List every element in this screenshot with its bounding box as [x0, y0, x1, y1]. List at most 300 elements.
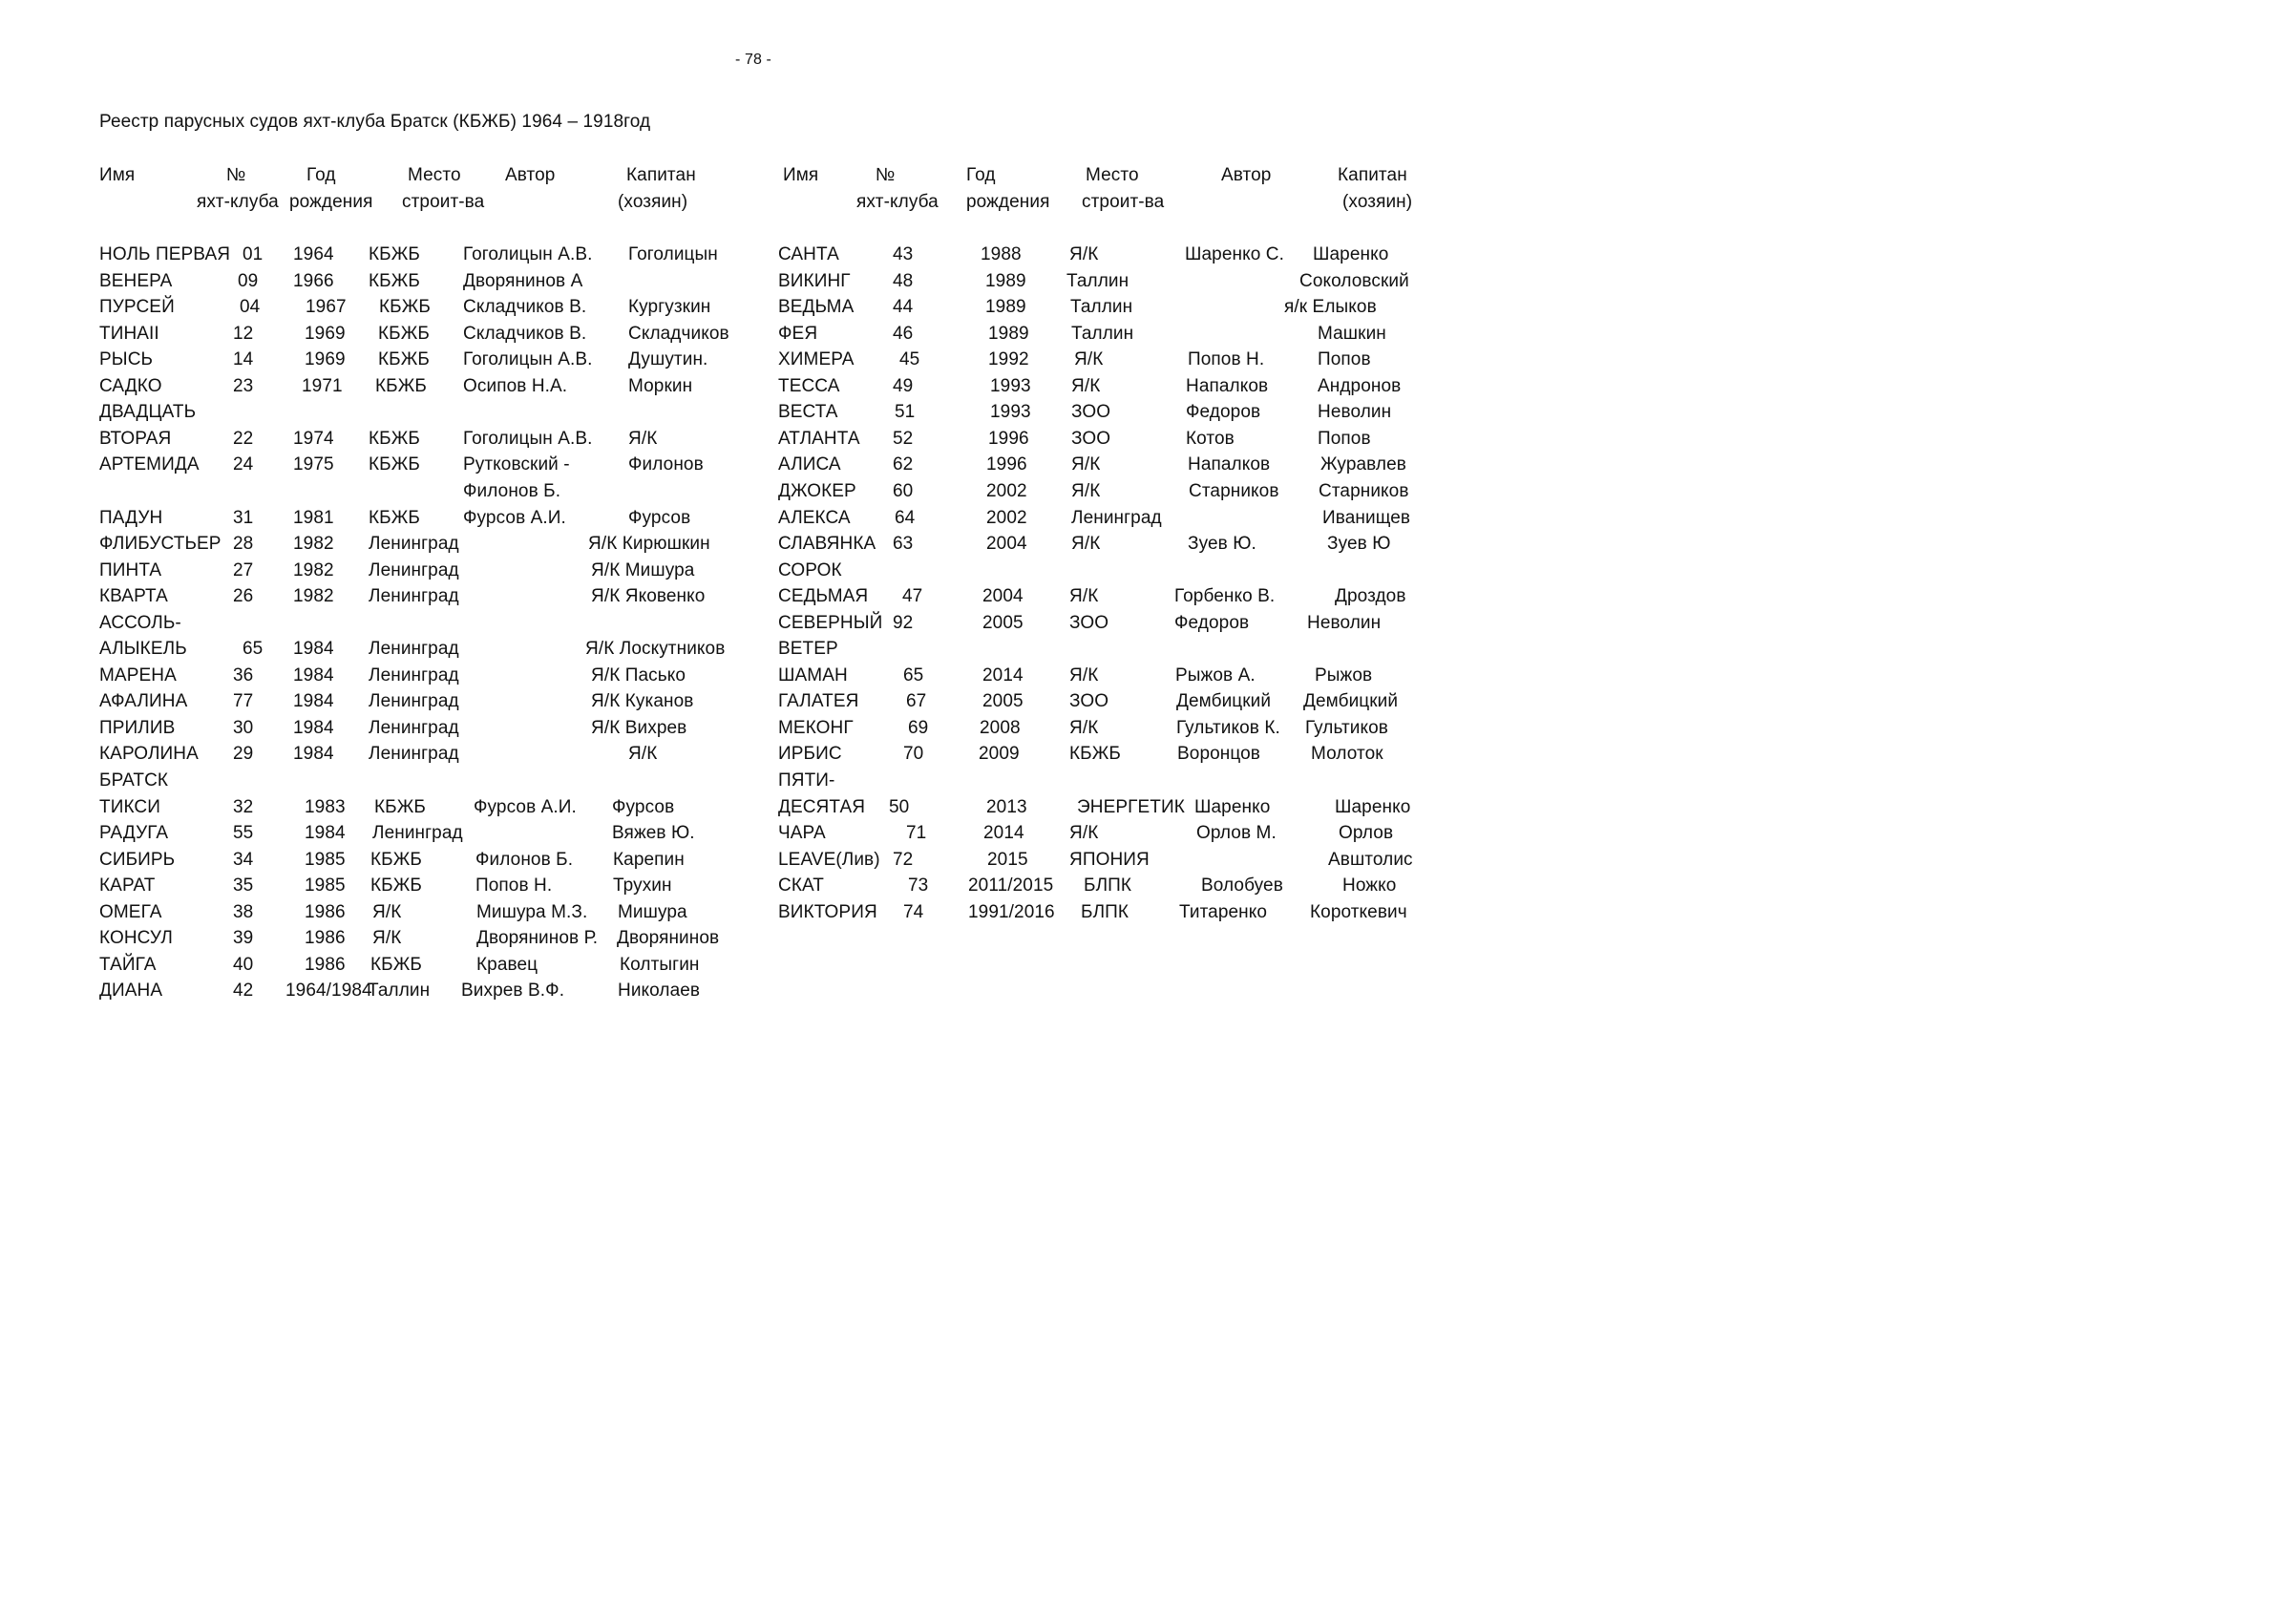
cell-year: 1996 [986, 454, 1027, 475]
cell-name: КОНСУЛ [99, 928, 173, 948]
cell-year: 1993 [990, 402, 1031, 422]
cell-name: ПИНТА [99, 560, 162, 580]
cell-num: 09 [238, 271, 259, 291]
cell-name: ДВАДЦАТЬ [99, 402, 197, 422]
header-number-sub: яхт-клуба [856, 192, 939, 212]
cell-name: ВТОРАЯ [99, 429, 172, 449]
cell-captain: Я/К Пасько [591, 665, 686, 685]
cell-place: КБЖБ [378, 324, 430, 344]
cell-num: 67 [906, 691, 927, 711]
cell-name: СОРОК [778, 560, 842, 580]
cell-place: КБЖБ [374, 797, 426, 817]
cell-num: 26 [233, 586, 254, 606]
cell-name: КВАРТА [99, 586, 168, 606]
cell-place: Я/К [1074, 349, 1104, 369]
cell-year: 1991/2016 [968, 902, 1055, 922]
cell-author: Напалков [1186, 376, 1269, 396]
header-captain: Капитан [1338, 165, 1407, 185]
cell-name: ФЕЯ [778, 324, 818, 344]
cell-year: 2004 [982, 586, 1024, 606]
cell-place: Таллин [368, 981, 431, 1001]
cell-name: ТЕССА [778, 376, 840, 396]
header-number: № [226, 165, 246, 185]
cell-place: КБЖБ [370, 955, 422, 975]
cell-year: 1985 [305, 875, 346, 896]
cell-captain: Неволин [1307, 613, 1382, 633]
cell-num: 52 [893, 429, 914, 449]
cell-place: Я/К [1071, 481, 1101, 501]
cell-captain: Дроздов [1335, 586, 1406, 606]
cell-place: БЛПК [1081, 902, 1129, 922]
cell-year: 1993 [990, 376, 1031, 396]
cell-place: КБЖБ [378, 349, 430, 369]
cell-captain: Я/К [628, 429, 658, 449]
cell-place: Я/К [1069, 823, 1099, 843]
cell-num: 51 [895, 402, 916, 422]
cell-num: 50 [889, 797, 910, 817]
cell-name: РЫСЬ [99, 349, 154, 369]
cell-num: 35 [233, 875, 254, 896]
cell-author: Котов [1186, 429, 1235, 449]
cell-author: Рыжов А. [1175, 665, 1256, 685]
cell-author: Попов Н. [475, 875, 553, 896]
header-captain: Капитан [626, 165, 696, 185]
cell-name: СЕВЕРНЫЙ [778, 613, 883, 633]
cell-place: Я/К [1069, 718, 1099, 738]
cell-place: ЯПОНИЯ [1069, 850, 1150, 870]
cell-place: Ленинград [369, 665, 459, 685]
cell-place: Ленинград [1071, 508, 1162, 528]
cell-place: Таллин [1071, 324, 1134, 344]
header-name: Имя [99, 165, 136, 185]
cell-author: Шаренко С. [1185, 244, 1284, 264]
cell-year: 1974 [293, 429, 334, 449]
cell-author: Гоголицын А.В. [463, 429, 593, 449]
cell-num: 73 [908, 875, 929, 896]
cell-num: 22 [233, 429, 254, 449]
cell-captain: Соколовский [1299, 271, 1409, 291]
cell-num: 28 [233, 534, 254, 554]
cell-captain: Орлов [1339, 823, 1394, 843]
cell-name: ВИКТОРИЯ [778, 902, 877, 922]
cell-name: ЧАРА [778, 823, 826, 843]
cell-captain: Я/К Мишура [591, 560, 695, 580]
cell-place: Таллин [1066, 271, 1129, 291]
cell-author: Осипов Н.А. [463, 376, 568, 396]
cell-name: ДИАНА [99, 981, 163, 1001]
cell-captain: Николаев [618, 981, 701, 1001]
cell-year: 1996 [988, 429, 1029, 449]
cell-year: 1984 [305, 823, 346, 843]
cell-author: Кравец [476, 955, 538, 975]
cell-year: 2005 [982, 691, 1024, 711]
cell-captain: Гультиков [1305, 718, 1389, 738]
cell-captain: Карепин [613, 850, 685, 870]
cell-year: 1985 [305, 850, 346, 870]
cell-captain: Шаренко [1335, 797, 1411, 817]
cell-num: 55 [233, 823, 254, 843]
document-page [0, 0, 1485, 1050]
cell-name: ИРБИС [778, 744, 842, 764]
cell-year: 1986 [305, 928, 346, 948]
cell-place: Таллин [1070, 297, 1133, 317]
cell-year: 1992 [988, 349, 1029, 369]
cell-year: 1969 [305, 349, 346, 369]
cell-name: ОМЕГА [99, 902, 162, 922]
cell-name: ПУРСЕЙ [99, 297, 175, 317]
cell-year: 1982 [293, 586, 334, 606]
cell-name: НОЛЬ ПЕРВАЯ [99, 244, 231, 264]
cell-num: 74 [903, 902, 924, 922]
cell-name: ПРИЛИВ [99, 718, 176, 738]
cell-place: Ленинград [369, 534, 459, 554]
cell-author: Зуев Ю. [1188, 534, 1256, 554]
cell-year: 1982 [293, 560, 334, 580]
cell-year: 2004 [986, 534, 1027, 554]
cell-author: Дворянинов Р. [476, 928, 599, 948]
cell-name: ФЛИБУСТЬЕР [99, 534, 222, 554]
cell-name: ХИМЕРА [778, 349, 855, 369]
cell-place: Ленинград [369, 560, 459, 580]
cell-year: 1971 [302, 376, 343, 396]
cell-num: 32 [233, 797, 254, 817]
cell-num: 04 [240, 297, 261, 317]
cell-name: АФАЛИНА [99, 691, 188, 711]
cell-num: 45 [899, 349, 920, 369]
cell-year: 2002 [986, 508, 1027, 528]
cell-year: 2014 [982, 665, 1024, 685]
cell-year: 1986 [305, 955, 346, 975]
cell-name: АЛЫКЕЛЬ [99, 639, 187, 659]
cell-year: 1988 [981, 244, 1022, 264]
cell-year: 2015 [987, 850, 1028, 870]
cell-year: 1984 [293, 691, 334, 711]
cell-author: Воронцов [1177, 744, 1260, 764]
header-year: Год [966, 165, 996, 185]
cell-place: ЗОО [1069, 613, 1109, 633]
page-number: - 78 - [735, 52, 771, 68]
cell-name: ВЕДЬМА [778, 297, 855, 317]
cell-year: 1984 [293, 744, 334, 764]
cell-num: 49 [893, 376, 914, 396]
cell-year: 2014 [983, 823, 1024, 843]
cell-place: Ленинград [369, 586, 459, 606]
cell-name: САДКО [99, 376, 162, 396]
cell-place: Я/К [1069, 244, 1099, 264]
cell-name: СИБИРЬ [99, 850, 176, 870]
cell-place: Я/К [1071, 454, 1101, 475]
cell-captain: Дворянинов [617, 928, 720, 948]
cell-author: Дембицкий [1176, 691, 1272, 711]
cell-captain: Моркин [628, 376, 693, 396]
cell-name: ДЕСЯТАЯ [778, 797, 866, 817]
cell-author: Фурсов А.И. [463, 508, 566, 528]
cell-place: Ленинград [369, 691, 459, 711]
cell-captain: Рыжов [1315, 665, 1373, 685]
cell-captain: Зуев Ю [1327, 534, 1391, 554]
cell-name: АЛИСА [778, 454, 841, 475]
cell-year: 1967 [306, 297, 347, 317]
cell-place: КБЖБ [369, 429, 420, 449]
cell-name: ПЯТИ- [778, 770, 835, 791]
cell-place: ЗОО [1071, 402, 1111, 422]
cell-author: Гультиков К. [1176, 718, 1280, 738]
cell-num: 70 [903, 744, 924, 764]
cell-place: КБЖБ [369, 271, 420, 291]
cell-captain: Я/К Вихрев [591, 718, 687, 738]
cell-place: ЗОО [1071, 429, 1111, 449]
cell-captain: Ножко [1342, 875, 1397, 896]
cell-name: МАРЕНА [99, 665, 177, 685]
cell-captain: Шаренко [1313, 244, 1389, 264]
cell-num: 24 [233, 454, 254, 475]
cell-author: Складчиков В. [463, 324, 587, 344]
cell-place: КБЖБ [379, 297, 431, 317]
cell-captain: Иванищев [1322, 508, 1411, 528]
cell-place: ЭНЕРГЕТИК [1077, 797, 1185, 817]
cell-place: Я/К [372, 902, 402, 922]
cell-name: ВЕТЕР [778, 639, 838, 659]
cell-captain: Попов [1318, 349, 1371, 369]
cell-author: Филонов Б. [463, 481, 561, 501]
cell-name: ГАЛАТЕЯ [778, 691, 859, 711]
cell-captain: Кургузкин [628, 297, 711, 317]
cell-author: Шаренко [1194, 797, 1271, 817]
cell-year: 2005 [982, 613, 1024, 633]
cell-num: 14 [233, 349, 254, 369]
cell-num: 40 [233, 955, 254, 975]
cell-captain: Колтыгин [620, 955, 700, 975]
cell-num: 23 [233, 376, 254, 396]
cell-year: 1969 [305, 324, 346, 344]
cell-year: 1984 [293, 665, 334, 685]
cell-num: 46 [893, 324, 914, 344]
cell-year: 2009 [979, 744, 1020, 764]
cell-num: 65 [903, 665, 924, 685]
cell-num: 43 [893, 244, 914, 264]
cell-year: 1964/1984 [285, 981, 372, 1001]
cell-year: 1975 [293, 454, 334, 475]
cell-name: ТИНАII [99, 324, 159, 344]
cell-num: 31 [233, 508, 254, 528]
cell-num: 69 [908, 718, 929, 738]
cell-author: Орлов М. [1196, 823, 1277, 843]
cell-captain: Филонов [628, 454, 704, 475]
cell-captain: Неволин [1318, 402, 1392, 422]
cell-year: 1984 [293, 718, 334, 738]
cell-num: 44 [893, 297, 914, 317]
cell-author: Напалков [1188, 454, 1271, 475]
cell-captain: Мишура [618, 902, 687, 922]
cell-author: Федоров [1186, 402, 1261, 422]
cell-num: 27 [233, 560, 254, 580]
cell-place: КБЖБ [370, 850, 422, 870]
cell-author: Федоров [1174, 613, 1250, 633]
cell-name: ВИКИНГ [778, 271, 851, 291]
cell-author: Рутковский - [463, 454, 570, 475]
cell-captain: Короткевич [1310, 902, 1407, 922]
header-year: Год [306, 165, 336, 185]
cell-name: ТАЙГА [99, 955, 157, 975]
cell-num: 34 [233, 850, 254, 870]
cell-name: ВЕНЕРА [99, 271, 173, 291]
cell-place: КБЖБ [1069, 744, 1121, 764]
cell-name: LEAVE(Лив) [778, 850, 880, 870]
cell-author: Дворянинов А [463, 271, 583, 291]
cell-name: СЛАВЯНКА [778, 534, 876, 554]
cell-name: БРАТСК [99, 770, 169, 791]
cell-author: Вихрев В.Ф. [461, 981, 565, 1001]
cell-captain: Я/К Яковенко [591, 586, 706, 606]
cell-place: БЛПК [1084, 875, 1132, 896]
header-name: Имя [783, 165, 819, 185]
cell-captain: Дембицкий [1303, 691, 1399, 711]
cell-num: 65 [243, 639, 264, 659]
cell-name: АЛЕКСА [778, 508, 851, 528]
header-year-sub: рождения [966, 192, 1050, 212]
cell-num: 01 [243, 244, 264, 264]
cell-author: Волобуев [1201, 875, 1283, 896]
cell-num: 63 [893, 534, 914, 554]
cell-year: 1966 [293, 271, 334, 291]
header-number: № [876, 165, 896, 185]
cell-place: Я/К [1069, 665, 1099, 685]
cell-year: 1989 [988, 324, 1029, 344]
header-year-sub: рождения [289, 192, 373, 212]
cell-author: Старников [1189, 481, 1279, 501]
cell-name: САНТА [778, 244, 839, 264]
cell-num: 72 [893, 850, 914, 870]
cell-place: Ленинград [369, 718, 459, 738]
cell-place: Я/К [1069, 586, 1099, 606]
cell-name: ПАДУН [99, 508, 163, 528]
header-place: Место [408, 165, 461, 185]
cell-num: 36 [233, 665, 254, 685]
cell-captain: Журавлев [1320, 454, 1406, 475]
cell-num: 12 [233, 324, 254, 344]
cell-place: Ленинград [372, 823, 463, 843]
cell-year: 1964 [293, 244, 334, 264]
cell-num: 77 [233, 691, 254, 711]
cell-name: АССОЛЬ- [99, 613, 181, 633]
header-place: Место [1086, 165, 1139, 185]
cell-captain: Душутин. [628, 349, 708, 369]
cell-num: 60 [893, 481, 914, 501]
cell-place: КБЖБ [369, 454, 420, 475]
cell-year: 1986 [305, 902, 346, 922]
cell-author: Филонов Б. [475, 850, 574, 870]
cell-author: Попов Н. [1188, 349, 1265, 369]
cell-year: 2008 [980, 718, 1021, 738]
cell-name: АРТЕМИДА [99, 454, 200, 475]
cell-place: ЗОО [1069, 691, 1109, 711]
cell-captain: Попов [1318, 429, 1371, 449]
cell-place: КБЖБ [369, 508, 420, 528]
cell-captain: Молоток [1311, 744, 1383, 764]
cell-captain: Вяжев Ю. [612, 823, 695, 843]
cell-year: 1981 [293, 508, 334, 528]
cell-captain: Трухин [613, 875, 672, 896]
document-title: Реестр парусных судов яхт-клуба Братск (КБЖБ) 1964 – 1918год [99, 112, 651, 132]
cell-author: Складчиков В. [463, 297, 587, 317]
cell-year: 2011/2015 [968, 875, 1054, 896]
cell-captain: Я/К Кирюшкин [588, 534, 710, 554]
cell-name: ТИКСИ [99, 797, 160, 817]
cell-captain: Я/К Лоскутников [585, 639, 726, 659]
cell-captain: Андронов [1318, 376, 1402, 396]
cell-name: КАРАТ [99, 875, 156, 896]
cell-name: ШАМАН [778, 665, 848, 685]
header-number-sub: яхт-клуба [197, 192, 279, 212]
cell-author: Горбенко В. [1174, 586, 1276, 606]
cell-num: 30 [233, 718, 254, 738]
cell-name: КАРОЛИНА [99, 744, 199, 764]
cell-num: 62 [893, 454, 914, 475]
header-place-sub: строит-ва [402, 192, 485, 212]
cell-year: 1982 [293, 534, 334, 554]
header-author: Автор [1221, 165, 1272, 185]
cell-author: Гоголицын А.В. [463, 244, 593, 264]
header-place-sub: строит-ва [1082, 192, 1165, 212]
cell-author: Гоголицын А.В. [463, 349, 593, 369]
cell-name: ВЕСТА [778, 402, 838, 422]
header-captain-sub: (хозяин) [618, 192, 688, 212]
cell-place: КБЖБ [370, 875, 422, 896]
cell-author: Мишура М.З. [476, 902, 588, 922]
cell-captain: Складчиков [628, 324, 729, 344]
cell-num: 48 [893, 271, 914, 291]
cell-captain: Фурсов [628, 508, 691, 528]
header-author: Автор [505, 165, 556, 185]
cell-place: Я/К [372, 928, 402, 948]
cell-captain: Машкин [1318, 324, 1386, 344]
cell-name: РАДУГА [99, 823, 169, 843]
cell-place: КБЖБ [369, 244, 420, 264]
cell-year: 2002 [986, 481, 1027, 501]
cell-captain: Гоголицын [628, 244, 718, 264]
cell-captain: Фурсов [612, 797, 675, 817]
cell-year: 1989 [985, 271, 1026, 291]
cell-place: Ленинград [369, 639, 459, 659]
cell-name: СКАТ [778, 875, 824, 896]
cell-year: 2013 [986, 797, 1027, 817]
cell-captain: я/к Елыков [1284, 297, 1377, 317]
cell-name: СЕДЬМАЯ [778, 586, 869, 606]
cell-place: Ленинград [369, 744, 459, 764]
cell-captain: Я/К [628, 744, 658, 764]
cell-place: Я/К [1071, 376, 1101, 396]
cell-place: КБЖБ [375, 376, 427, 396]
cell-num: 29 [233, 744, 254, 764]
cell-year: 1989 [985, 297, 1026, 317]
header-captain-sub: (хозяин) [1342, 192, 1413, 212]
cell-captain: Авштолис [1328, 850, 1413, 870]
cell-captain: Старников [1319, 481, 1409, 501]
cell-author: Титаренко [1179, 902, 1268, 922]
cell-author: Фурсов А.И. [474, 797, 577, 817]
cell-name: ДЖОКЕР [778, 481, 856, 501]
cell-name: МЕКОНГ [778, 718, 854, 738]
cell-place: Я/К [1071, 534, 1101, 554]
cell-num: 71 [906, 823, 927, 843]
cell-year: 1983 [305, 797, 346, 817]
cell-num: 42 [233, 981, 254, 1001]
cell-num: 92 [893, 613, 914, 633]
cell-name: АТЛАНТА [778, 429, 860, 449]
cell-num: 39 [233, 928, 254, 948]
cell-num: 38 [233, 902, 254, 922]
cell-captain: Я/К Куканов [591, 691, 694, 711]
